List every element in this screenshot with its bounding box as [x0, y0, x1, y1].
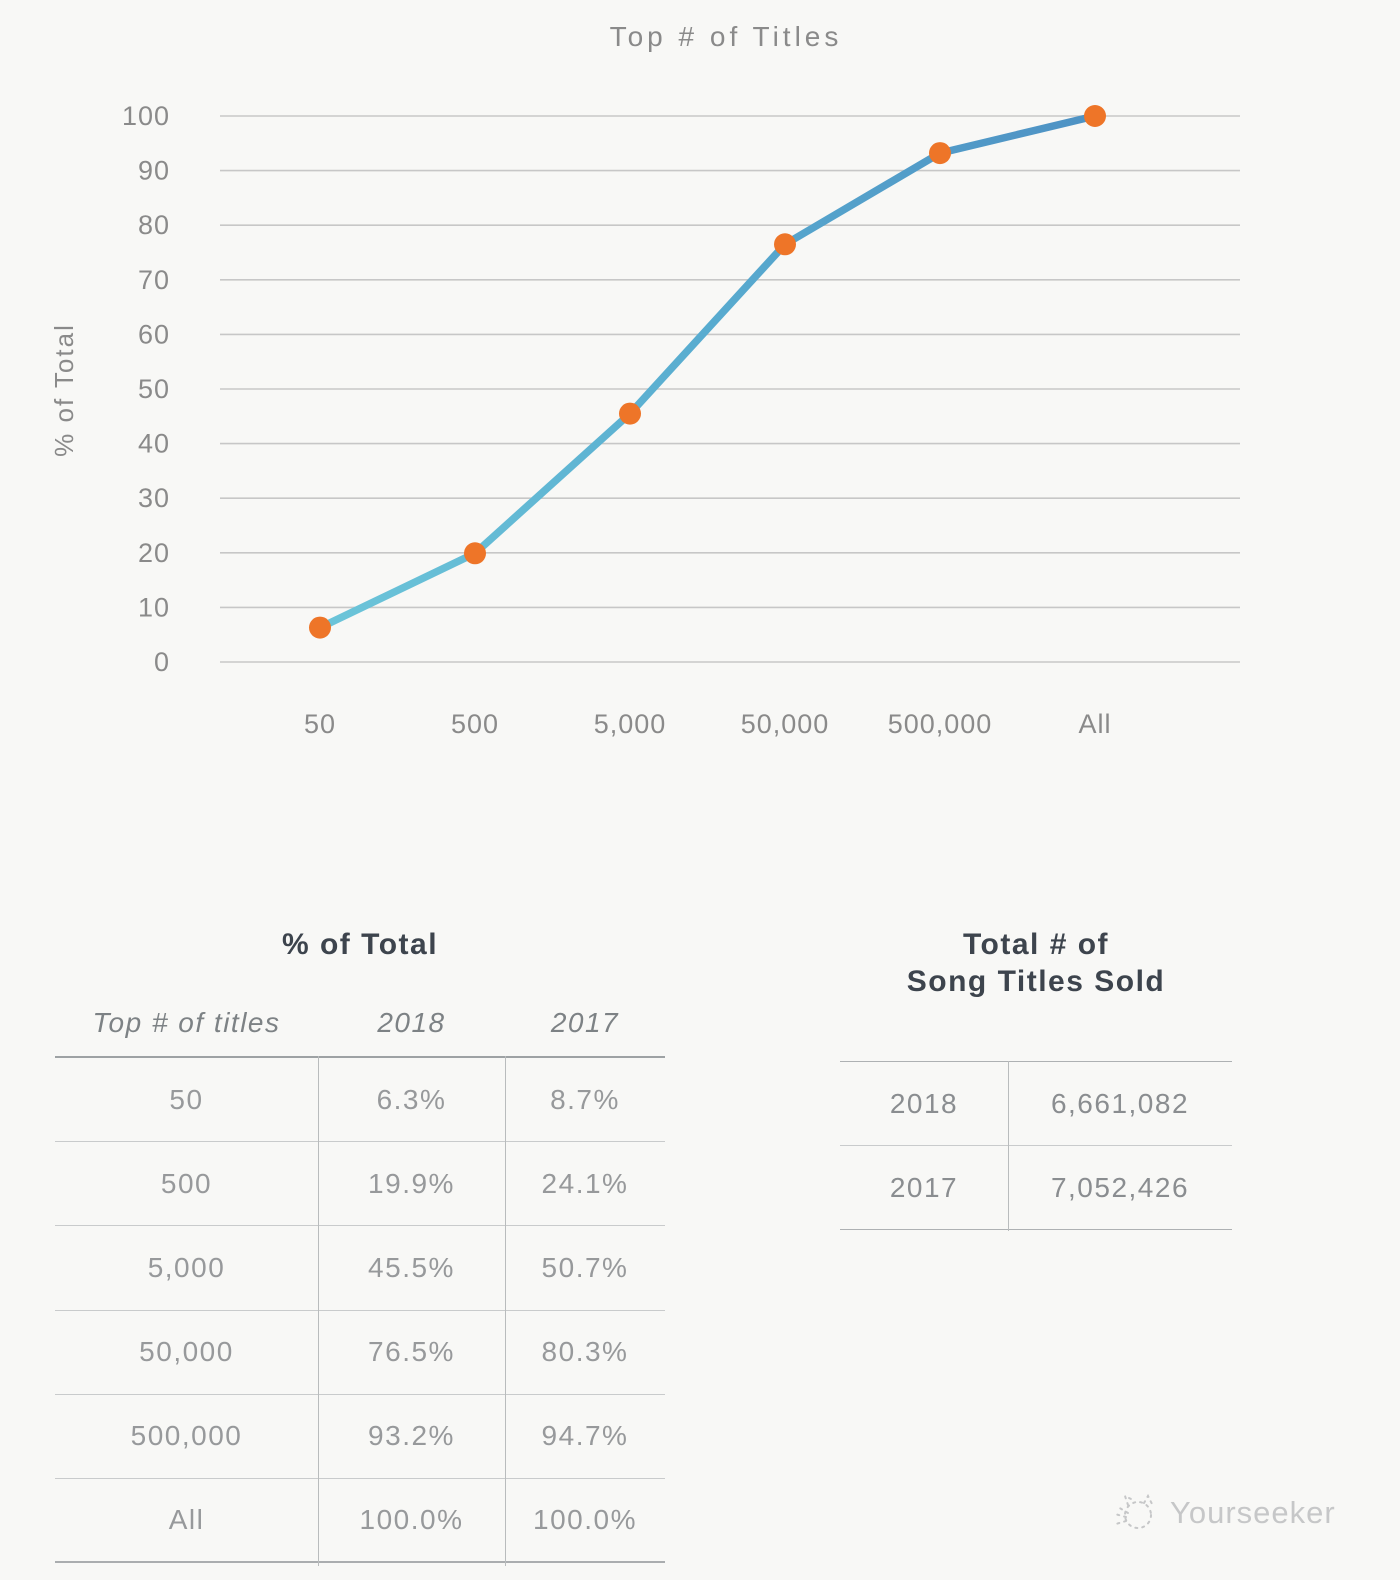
cell-2017: 24.1% — [541, 1167, 629, 1199]
cell-2017: 50.7% — [541, 1251, 629, 1283]
percent-table-header-row — [55, 1000, 665, 1045]
brand-watermark — [1108, 1483, 1336, 1543]
total-sold-title-line1: Total # of — [962, 928, 1110, 961]
data-point-marker — [309, 617, 331, 639]
y-axis-tick-labels — [122, 101, 170, 677]
cell-top-titles: 50 — [169, 1083, 204, 1115]
cell-2017: 80.3% — [541, 1336, 629, 1368]
y-tick-label: 100 — [121, 101, 170, 131]
x-tick-label: 500 — [450, 709, 500, 739]
total-sold-table-divider — [1008, 1061, 1009, 1231]
cell-top-titles: 5,000 — [147, 1251, 226, 1283]
line-chart — [0, 0, 1400, 780]
cell-top-titles: 500,000 — [130, 1420, 243, 1452]
y-tick-label: 80 — [137, 210, 170, 241]
col-header-2017: 2017 — [550, 1006, 620, 1038]
cell-2017: 94.7% — [541, 1420, 629, 1452]
cell-year: 2017 — [889, 1171, 959, 1203]
x-axis-tick-labels — [304, 709, 1112, 739]
y-tick-label: 60 — [137, 319, 170, 350]
cell-2018: 100.0% — [359, 1504, 464, 1536]
cat-sketch-icon — [1108, 1487, 1160, 1539]
cell-2018: 76.5% — [368, 1336, 455, 1368]
y-tick-label: 40 — [137, 428, 170, 459]
percent-table-divider-1 — [318, 1056, 319, 1566]
y-tick-label: 50 — [137, 374, 170, 404]
cell-2018: 6.3% — [376, 1083, 447, 1115]
y-tick-label: 0 — [153, 647, 170, 677]
cell-year: 2018 — [889, 1087, 959, 1119]
x-tick-label: 5,000 — [593, 709, 667, 739]
gridlines — [220, 116, 1240, 662]
table-row — [55, 1395, 665, 1479]
data-point-marker — [464, 542, 486, 564]
x-tick-label: 500,000 — [887, 709, 993, 739]
series-line-2018 — [320, 116, 1095, 628]
cell-top-titles: 500 — [160, 1167, 213, 1199]
data-point-marker — [1084, 105, 1106, 127]
data-point-marker — [929, 142, 951, 164]
cell-total: 6,661,082 — [1050, 1087, 1190, 1119]
table-row — [55, 1058, 665, 1142]
y-tick-label: 70 — [137, 264, 170, 295]
col-header-2018: 2018 — [377, 1006, 446, 1038]
brand-name: Yourseeker — [1170, 1495, 1336, 1530]
data-point-marker — [619, 403, 641, 425]
cell-top-titles: 50,000 — [139, 1336, 234, 1368]
cell-2018: 45.5% — [368, 1251, 455, 1283]
y-axis-title: % of Total — [49, 323, 79, 457]
cell-2018: 93.2% — [368, 1420, 455, 1452]
y-tick-label: 30 — [137, 483, 170, 514]
cell-2018: 19.9% — [368, 1167, 455, 1199]
table-row — [840, 1062, 1232, 1146]
x-tick-label: 50,000 — [740, 709, 830, 739]
percent-table-body — [55, 1058, 665, 1563]
data-point-marker — [774, 233, 796, 255]
total-sold-table-body — [840, 1062, 1232, 1230]
table-row — [55, 1479, 665, 1563]
cell-total: 7,052,426 — [1050, 1171, 1190, 1203]
cell-top-titles: All — [168, 1504, 205, 1536]
table-row — [55, 1226, 665, 1310]
y-tick-label: 90 — [137, 155, 170, 186]
percent-table-divider-2 — [505, 1056, 506, 1566]
percent-table-title: % of Total — [281, 928, 439, 961]
table-row — [55, 1142, 665, 1226]
cell-2017: 8.7% — [550, 1083, 620, 1115]
x-tick-label: 50 — [303, 709, 337, 739]
y-tick-label: 20 — [137, 537, 170, 568]
col-header-top-titles: Top # of titles — [92, 1006, 281, 1038]
table-row — [840, 1146, 1232, 1230]
data-points — [309, 105, 1106, 639]
y-tick-label: 10 — [137, 592, 170, 623]
total-sold-title-line2: Song Titles Sold — [906, 965, 1166, 998]
table-row — [55, 1311, 665, 1395]
cell-2017: 100.0% — [533, 1504, 637, 1536]
chart-title: Top # of Titles — [609, 21, 843, 52]
x-tick-label: All — [1078, 709, 1112, 739]
